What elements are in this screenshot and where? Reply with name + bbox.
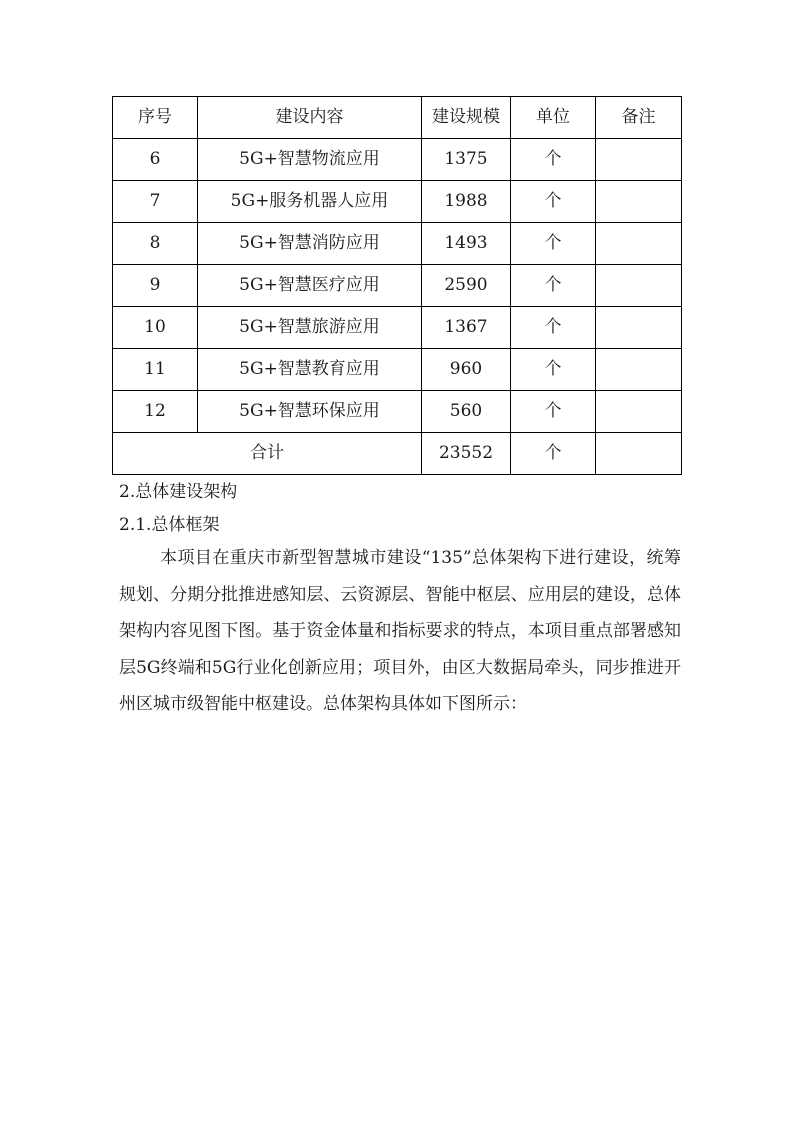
header-seq: 序号 bbox=[113, 97, 198, 139]
cell-note bbox=[596, 223, 682, 265]
table-row bbox=[113, 391, 682, 433]
table-header-row bbox=[113, 97, 682, 139]
header-scale: 建设规模 bbox=[422, 97, 511, 139]
cell-scale: 1375 bbox=[422, 139, 511, 181]
table-total-row bbox=[113, 433, 682, 475]
cell-unit: 个 bbox=[511, 391, 596, 433]
table-row bbox=[113, 265, 682, 307]
cell-content: 5G+智慧医疗应用 bbox=[198, 265, 422, 307]
cell-note bbox=[596, 265, 682, 307]
section-heading: 2.总体建设架构 bbox=[119, 482, 238, 502]
cell-scale: 1493 bbox=[422, 223, 511, 265]
cell-content: 5G+智慧物流应用 bbox=[198, 139, 422, 181]
table-row bbox=[113, 349, 682, 391]
cell-seq: 9 bbox=[113, 265, 198, 307]
cell-seq: 6 bbox=[113, 139, 198, 181]
cell-content: 5G+智慧教育应用 bbox=[198, 349, 422, 391]
header-unit: 单位 bbox=[511, 97, 596, 139]
table-row bbox=[113, 181, 682, 223]
cell-scale: 560 bbox=[422, 391, 511, 433]
total-note bbox=[596, 433, 682, 475]
cell-note bbox=[596, 349, 682, 391]
cell-seq: 8 bbox=[113, 223, 198, 265]
table-row bbox=[113, 223, 682, 265]
header-note: 备注 bbox=[596, 97, 682, 139]
cell-content: 5G+服务机器人应用 bbox=[198, 181, 422, 223]
cell-content: 5G+智慧环保应用 bbox=[198, 391, 422, 433]
cell-unit: 个 bbox=[511, 349, 596, 391]
cell-content: 5G+智慧消防应用 bbox=[198, 223, 422, 265]
cell-unit: 个 bbox=[511, 265, 596, 307]
table-row bbox=[113, 139, 682, 181]
cell-unit: 个 bbox=[511, 223, 596, 265]
cell-seq: 10 bbox=[113, 307, 198, 349]
cell-note bbox=[596, 391, 682, 433]
subsection-heading: 2.1.总体框架 bbox=[119, 515, 220, 535]
cell-scale: 2590 bbox=[422, 265, 511, 307]
cell-seq: 11 bbox=[113, 349, 198, 391]
cell-note bbox=[596, 139, 682, 181]
total-unit: 个 bbox=[511, 433, 596, 475]
cell-unit: 个 bbox=[511, 139, 596, 181]
cell-content: 5G+智慧旅游应用 bbox=[198, 307, 422, 349]
construction-table bbox=[112, 96, 682, 475]
cell-scale: 1367 bbox=[422, 307, 511, 349]
cell-seq: 12 bbox=[113, 391, 198, 433]
body-paragraph: 本项目在重庆市新型智慧城市建设“135”总体架构下进行建设，统筹规划、分期分批推进感知层、云资源层、智能中枢层、应用层的建设，总体架构内容见图下图。基于资金体量和指标要求的特点，本项目重点部署感知层5G终端和5G行业化创新应用；项目外，由区大数据局牵头，同步推进开州区城市级智能中枢建设。总体架构具体如下图所示： bbox=[119, 548, 681, 714]
cell-scale: 1988 bbox=[422, 181, 511, 223]
cell-scale: 960 bbox=[422, 349, 511, 391]
total-scale: 23552 bbox=[422, 433, 511, 475]
cell-seq: 7 bbox=[113, 181, 198, 223]
cell-note bbox=[596, 307, 682, 349]
header-content: 建设内容 bbox=[198, 97, 422, 139]
cell-unit: 个 bbox=[511, 307, 596, 349]
total-label: 合计 bbox=[113, 433, 422, 475]
cell-note bbox=[596, 181, 682, 223]
table-row bbox=[113, 307, 682, 349]
cell-unit: 个 bbox=[511, 181, 596, 223]
